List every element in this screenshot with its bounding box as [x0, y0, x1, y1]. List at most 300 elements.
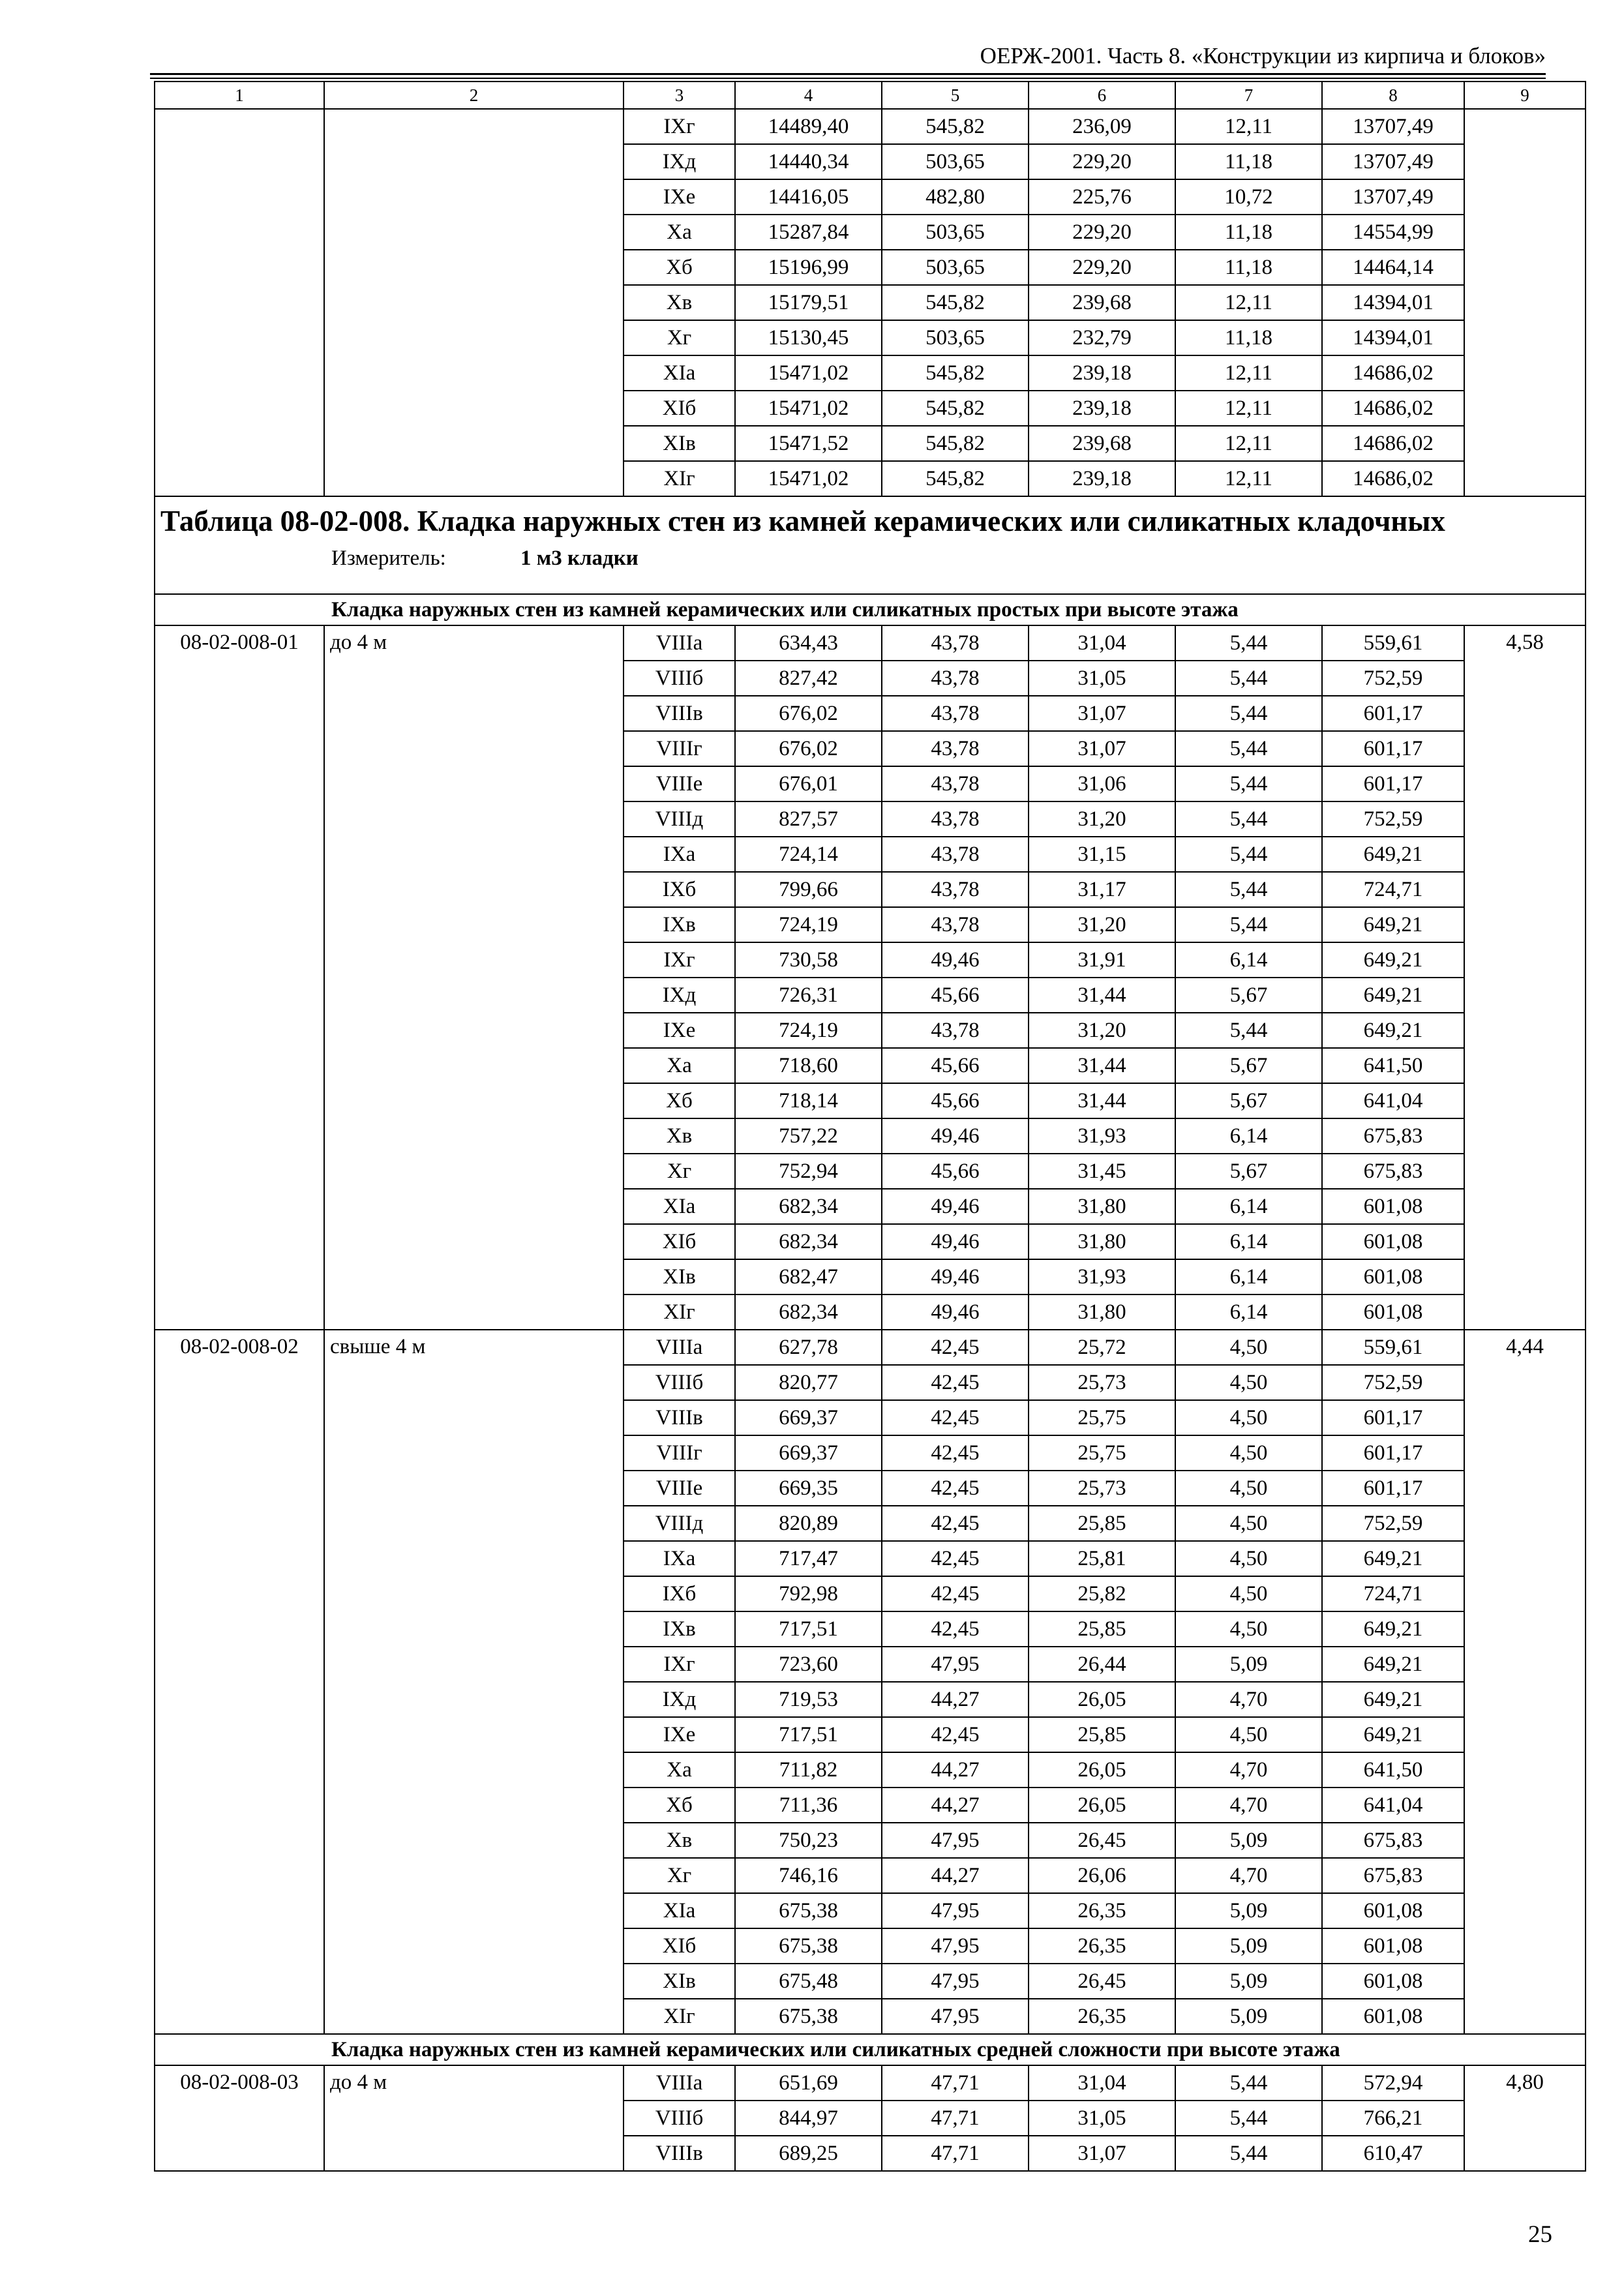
cell-col-7: 6,14: [1175, 1259, 1322, 1294]
cell-col-6: 31,44: [1029, 1083, 1175, 1118]
rate-price: 4,80: [1464, 2065, 1586, 2171]
cell-col-7: 11,18: [1175, 144, 1322, 179]
cell-col-4: 15196,99: [735, 250, 882, 285]
cell-col-7: 4,70: [1175, 1682, 1322, 1717]
cell-col-5: 49,46: [882, 1189, 1029, 1224]
cell-col-7: 5,09: [1175, 1928, 1322, 1964]
measure-value: 1 м3 кладки: [520, 546, 639, 570]
cell-col-6: 31,04: [1029, 2065, 1175, 2101]
cell-col-5: 42,45: [882, 1541, 1029, 1576]
cell-col-8: 766,21: [1322, 2101, 1464, 2136]
cell-col-4: 682,34: [735, 1294, 882, 1330]
cell-col-3: VIIIе: [624, 766, 735, 801]
cell-col-5: 47,71: [882, 2101, 1029, 2136]
cell-col-3: XIб: [624, 1928, 735, 1964]
cell-col-8: 14554,99: [1322, 215, 1464, 250]
cell-col-4: 682,34: [735, 1189, 882, 1224]
cell-col-6: 229,20: [1029, 144, 1175, 179]
cell-col-4: 15179,51: [735, 285, 882, 320]
cell-col-4: 14440,34: [735, 144, 882, 179]
cell-col-3: Xа: [624, 1752, 735, 1788]
cell-col-4: 723,60: [735, 1647, 882, 1682]
cell-col-5: 42,45: [882, 1611, 1029, 1647]
cell-col-4: 675,38: [735, 1928, 882, 1964]
cell-col-7: 6,14: [1175, 1224, 1322, 1259]
cell-col-8: 641,50: [1322, 1048, 1464, 1083]
cell-col-6: 31,80: [1029, 1189, 1175, 1224]
cell-col-4: 724,19: [735, 1013, 882, 1048]
cell-col-4: 752,94: [735, 1154, 882, 1189]
cell-col-4: 724,14: [735, 837, 882, 872]
cell-col-7: 6,14: [1175, 1189, 1322, 1224]
rate-price: 4,58: [1464, 625, 1586, 1330]
cell-col-5: 47,71: [882, 2065, 1029, 2101]
section-header: Кладка наружных стен из камней керамических или силикатных простых при высоте этажа: [331, 597, 1239, 621]
page-header: ОЕРЖ-2001. Часть 8. «Конструкции из кирпича и блоков»: [980, 43, 1546, 68]
cell-col-4: 820,89: [735, 1506, 882, 1541]
cell-col-5: 43,78: [882, 872, 1029, 907]
cell-col-3: VIIIб: [624, 661, 735, 696]
cell-col-6: 26,45: [1029, 1964, 1175, 1999]
cell-col-7: 5,44: [1175, 2101, 1322, 2136]
cell-col-7: 12,11: [1175, 285, 1322, 320]
cell-col-5: 42,45: [882, 1471, 1029, 1506]
cell-col-8: 752,59: [1322, 1506, 1464, 1541]
cell-col-6: 25,81: [1029, 1541, 1175, 1576]
cell-col-3: IXа: [624, 1541, 735, 1576]
cell-col-6: 31,17: [1029, 872, 1175, 907]
cell-col-8: 559,61: [1322, 625, 1464, 661]
cell-col-5: 43,78: [882, 907, 1029, 942]
cell-col-7: 5,44: [1175, 625, 1322, 661]
cell-col-7: 4,50: [1175, 1330, 1322, 1365]
cell-col-7: 5,44: [1175, 801, 1322, 837]
cell-col-7: 4,70: [1175, 1788, 1322, 1823]
cell-col-8: 601,17: [1322, 1471, 1464, 1506]
cell-col-8: 675,83: [1322, 1154, 1464, 1189]
cell-col-6: 25,73: [1029, 1471, 1175, 1506]
cell-col-3: IXг: [624, 1647, 735, 1682]
cell-col-3: VIIIе: [624, 1471, 735, 1506]
cell-col-5: 545,82: [882, 109, 1029, 144]
cell-col-6: 239,68: [1029, 285, 1175, 320]
cell-col-4: 675,38: [735, 1999, 882, 2034]
col-num-6: 6: [1029, 82, 1175, 109]
cell-col-3: VIIIд: [624, 1506, 735, 1541]
cell-col-4: 15130,45: [735, 320, 882, 355]
cell-col-5: 43,78: [882, 1013, 1029, 1048]
cell-col-8: 675,83: [1322, 1118, 1464, 1154]
col-num-8: 8: [1322, 82, 1464, 109]
rate-code: 08-02-008-01: [155, 625, 324, 1330]
cell-col-3: Xг: [624, 1154, 735, 1189]
cell-col-3: IXе: [624, 1717, 735, 1752]
cell-col-3: IXд: [624, 144, 735, 179]
cell-col-5: 47,95: [882, 1647, 1029, 1682]
cell-col-5: 45,66: [882, 1083, 1029, 1118]
cell-col-5: 47,95: [882, 1893, 1029, 1928]
cell-col-8: 752,59: [1322, 801, 1464, 837]
cell-col-4: 669,37: [735, 1435, 882, 1471]
cell-col-7: 4,50: [1175, 1400, 1322, 1435]
cell-col-6: 31,45: [1029, 1154, 1175, 1189]
cell-col-6: 26,44: [1029, 1647, 1175, 1682]
cell-col-7: 4,70: [1175, 1752, 1322, 1788]
cell-col-5: 42,45: [882, 1506, 1029, 1541]
cell-col-6: 26,05: [1029, 1682, 1175, 1717]
cell-col-6: 26,35: [1029, 1999, 1175, 2034]
cell-col-7: 5,44: [1175, 2065, 1322, 2101]
measure-line: [160, 545, 1580, 571]
cell-col-5: 482,80: [882, 179, 1029, 215]
cell-col-6: 31,80: [1029, 1224, 1175, 1259]
cell-col-5: 545,82: [882, 426, 1029, 461]
cell-col-4: 14416,05: [735, 179, 882, 215]
cell-col-6: 25,85: [1029, 1717, 1175, 1752]
cell-col-4: 676,02: [735, 731, 882, 766]
cell-col-8: 649,21: [1322, 942, 1464, 978]
cell-col-6: 31,80: [1029, 1294, 1175, 1330]
cell-col-4: 717,51: [735, 1611, 882, 1647]
cell-col-7: 5,09: [1175, 1647, 1322, 1682]
cell-col-8: 14686,02: [1322, 461, 1464, 496]
cell-col-5: 42,45: [882, 1435, 1029, 1471]
cell-col-8: 601,17: [1322, 696, 1464, 731]
cell-col-8: 649,21: [1322, 1013, 1464, 1048]
cell-col-4: 669,37: [735, 1400, 882, 1435]
cell-col-7: 5,44: [1175, 872, 1322, 907]
cell-col-3: VIIIв: [624, 1400, 735, 1435]
cell-col-3: VIIIб: [624, 2101, 735, 2136]
rate-price: 4,44: [1464, 1330, 1586, 2034]
cell-col-8: 601,08: [1322, 1999, 1464, 2034]
cell-col-3: Xб: [624, 250, 735, 285]
cell-col-5: 44,27: [882, 1752, 1029, 1788]
cell-col-7: 11,18: [1175, 215, 1322, 250]
cell-col-5: 545,82: [882, 461, 1029, 496]
cell-col-3: XIв: [624, 426, 735, 461]
cell-col-5: 42,45: [882, 1365, 1029, 1400]
cell-col-6: 229,20: [1029, 215, 1175, 250]
cell-col-4: 718,14: [735, 1083, 882, 1118]
rate-code: 08-02-008-02: [155, 1330, 324, 2034]
cell-col-3: Xа: [624, 215, 735, 250]
section-header-cell: [155, 594, 1586, 625]
cell-col-5: 503,65: [882, 144, 1029, 179]
cell-col-7: 5,44: [1175, 1013, 1322, 1048]
cell-col-7: 5,67: [1175, 1048, 1322, 1083]
cell-col-7: 12,11: [1175, 109, 1322, 144]
cell-col-7: 6,14: [1175, 1294, 1322, 1330]
cell-col-7: 4,50: [1175, 1471, 1322, 1506]
cell-col-7: 5,44: [1175, 907, 1322, 942]
cell-col-3: VIIIа: [624, 2065, 735, 2101]
cell-col-7: 12,11: [1175, 461, 1322, 496]
cell-col-5: 47,71: [882, 2136, 1029, 2171]
cell-col-4: 675,48: [735, 1964, 882, 1999]
cell-col-7: 6,14: [1175, 1118, 1322, 1154]
cell-col-4: 651,69: [735, 2065, 882, 2101]
cell-col-4: 634,43: [735, 625, 882, 661]
cell-col-8: 641,04: [1322, 1788, 1464, 1823]
cell-col-5: 545,82: [882, 285, 1029, 320]
cell-col-4: 820,77: [735, 1365, 882, 1400]
cell-col-6: 225,76: [1029, 179, 1175, 215]
cell-col-6: 232,79: [1029, 320, 1175, 355]
cell-col-5: 45,66: [882, 1154, 1029, 1189]
cell-col-6: 26,45: [1029, 1823, 1175, 1858]
cell-col-7: 5,44: [1175, 2136, 1322, 2171]
cell-col-6: 31,07: [1029, 2136, 1175, 2171]
cell-col-3: IXв: [624, 1611, 735, 1647]
cell-col-4: 15471,02: [735, 461, 882, 496]
cell-col-4: 719,53: [735, 1682, 882, 1717]
cell-col-3: IXд: [624, 978, 735, 1013]
cell-col-3: Xв: [624, 1118, 735, 1154]
cell-col-5: 45,66: [882, 978, 1029, 1013]
cell-col-6: 229,20: [1029, 250, 1175, 285]
cell-col-7: 12,11: [1175, 391, 1322, 426]
cell-col-4: 746,16: [735, 1858, 882, 1893]
cell-col-7: 12,11: [1175, 355, 1322, 391]
cell-col-6: 31,05: [1029, 2101, 1175, 2136]
cell-col-7: 4,50: [1175, 1365, 1322, 1400]
cell-col-8: 649,21: [1322, 1717, 1464, 1752]
cell-col-3: IXе: [624, 1013, 735, 1048]
rate-code: 08-02-008-03: [155, 2065, 324, 2171]
cell-col-8: 675,83: [1322, 1823, 1464, 1858]
cell-col-5: 44,27: [882, 1682, 1029, 1717]
cell-col-3: XIа: [624, 355, 735, 391]
cell-col-6: 25,75: [1029, 1400, 1175, 1435]
cell-col-8: 601,08: [1322, 1189, 1464, 1224]
cell-col-8: 14686,02: [1322, 391, 1464, 426]
cell-col-8: 601,08: [1322, 1259, 1464, 1294]
rate-description: до 4 м: [324, 625, 624, 1330]
cell-col-8: 13707,49: [1322, 179, 1464, 215]
cell-col-7: 5,67: [1175, 978, 1322, 1013]
col-num-9: 9: [1464, 82, 1586, 109]
cell-col-4: 15471,02: [735, 391, 882, 426]
cell-col-6: 31,91: [1029, 942, 1175, 978]
cell-col-8: 601,08: [1322, 1893, 1464, 1928]
cell-col-4: 827,42: [735, 661, 882, 696]
cell-col-5: 43,78: [882, 696, 1029, 731]
cell-col-8: 601,08: [1322, 1224, 1464, 1259]
empty-desc-cell: [324, 109, 624, 496]
cell-col-6: 25,73: [1029, 1365, 1175, 1400]
cell-col-4: 676,02: [735, 696, 882, 731]
table-row: [155, 109, 1586, 144]
cell-col-6: 239,18: [1029, 355, 1175, 391]
cell-col-6: 25,85: [1029, 1611, 1175, 1647]
rate-description: свыше 4 м: [324, 1330, 624, 2034]
col-num-1: 1: [155, 82, 324, 109]
cell-col-6: 31,04: [1029, 625, 1175, 661]
cell-col-4: 675,38: [735, 1893, 882, 1928]
cell-col-4: 711,82: [735, 1752, 882, 1788]
cell-col-5: 43,78: [882, 625, 1029, 661]
cell-col-3: IXб: [624, 1576, 735, 1611]
section-header-row: [155, 2034, 1586, 2065]
cell-col-3: Xв: [624, 285, 735, 320]
cell-col-7: 4,50: [1175, 1576, 1322, 1611]
cell-col-3: Xг: [624, 320, 735, 355]
cell-col-7: 12,11: [1175, 426, 1322, 461]
cell-col-5: 42,45: [882, 1576, 1029, 1611]
rate-description: до 4 м: [324, 2065, 624, 2171]
cell-col-8: 572,94: [1322, 2065, 1464, 2101]
cell-col-5: 503,65: [882, 320, 1029, 355]
cell-col-6: 239,18: [1029, 391, 1175, 426]
cell-col-7: 5,09: [1175, 1964, 1322, 1999]
cell-col-5: 545,82: [882, 391, 1029, 426]
cell-col-5: 49,46: [882, 942, 1029, 978]
section-header: Кладка наружных стен из камней керамических или силикатных средней сложности при высоте этажа: [331, 2037, 1340, 2061]
empty-price-cell: [1464, 109, 1586, 496]
price-table: [154, 81, 1586, 2172]
cell-col-6: 31,07: [1029, 731, 1175, 766]
col-num-3: 3: [624, 82, 735, 109]
cell-col-3: XIв: [624, 1259, 735, 1294]
cell-col-6: 26,05: [1029, 1752, 1175, 1788]
cell-col-5: 47,95: [882, 1823, 1029, 1858]
cell-col-8: 13707,49: [1322, 144, 1464, 179]
cell-col-7: 5,44: [1175, 766, 1322, 801]
cell-col-8: 610,47: [1322, 2136, 1464, 2171]
cell-col-5: 43,78: [882, 731, 1029, 766]
cell-col-8: 752,59: [1322, 661, 1464, 696]
cell-col-3: IXг: [624, 942, 735, 978]
empty-code-cell: [155, 109, 324, 496]
cell-col-6: 31,05: [1029, 661, 1175, 696]
cell-col-7: 11,18: [1175, 320, 1322, 355]
header-rule-thick: [150, 73, 1546, 75]
cell-col-6: 25,75: [1029, 1435, 1175, 1471]
cell-col-4: 15471,52: [735, 426, 882, 461]
cell-col-5: 43,78: [882, 766, 1029, 801]
cell-col-6: 239,68: [1029, 426, 1175, 461]
cell-col-7: 4,70: [1175, 1858, 1322, 1893]
cell-col-8: 601,17: [1322, 1400, 1464, 1435]
cell-col-8: 559,61: [1322, 1330, 1464, 1365]
cell-col-5: 47,95: [882, 1928, 1029, 1964]
cell-col-7: 5,44: [1175, 661, 1322, 696]
cell-col-7: 5,44: [1175, 696, 1322, 731]
cell-col-4: 15287,84: [735, 215, 882, 250]
cell-col-7: 4,50: [1175, 1717, 1322, 1752]
cell-col-8: 649,21: [1322, 1541, 1464, 1576]
cell-col-6: 31,44: [1029, 1048, 1175, 1083]
cell-col-7: 6,14: [1175, 942, 1322, 978]
cell-col-5: 43,78: [882, 837, 1029, 872]
cell-col-6: 31,20: [1029, 1013, 1175, 1048]
cell-col-3: Xб: [624, 1083, 735, 1118]
cell-col-4: 750,23: [735, 1823, 882, 1858]
header-rule-thin: [150, 78, 1546, 79]
cell-col-3: Xг: [624, 1858, 735, 1893]
cell-col-5: 42,45: [882, 1717, 1029, 1752]
cell-col-4: 726,31: [735, 978, 882, 1013]
cell-col-4: 14489,40: [735, 109, 882, 144]
cell-col-3: VIIIб: [624, 1365, 735, 1400]
cell-col-5: 49,46: [882, 1294, 1029, 1330]
cell-col-4: 730,58: [735, 942, 882, 978]
cell-col-4: 627,78: [735, 1330, 882, 1365]
cell-col-4: 792,98: [735, 1576, 882, 1611]
cell-col-7: 4,50: [1175, 1611, 1322, 1647]
cell-col-8: 14686,02: [1322, 426, 1464, 461]
table-row: [155, 625, 1586, 661]
cell-col-8: 14394,01: [1322, 320, 1464, 355]
cell-col-8: 601,08: [1322, 1964, 1464, 1999]
cell-col-8: 649,21: [1322, 907, 1464, 942]
cell-col-4: 682,34: [735, 1224, 882, 1259]
cell-col-6: 26,05: [1029, 1788, 1175, 1823]
cell-col-3: VIIIг: [624, 731, 735, 766]
cell-col-5: 42,45: [882, 1330, 1029, 1365]
cell-col-7: 5,09: [1175, 1999, 1322, 2034]
cell-col-4: 717,47: [735, 1541, 882, 1576]
cell-col-3: XIг: [624, 1999, 735, 2034]
cell-col-3: IXб: [624, 872, 735, 907]
cell-col-5: 44,27: [882, 1788, 1029, 1823]
column-number-row: [155, 82, 1586, 109]
price-table-body: [155, 82, 1586, 2171]
cell-col-4: 799,66: [735, 872, 882, 907]
col-num-2: 2: [324, 82, 624, 109]
table-title-row: [155, 496, 1586, 594]
cell-col-8: 724,71: [1322, 872, 1464, 907]
cell-col-7: 11,18: [1175, 250, 1322, 285]
cell-col-7: 5,09: [1175, 1893, 1322, 1928]
cell-col-3: IXг: [624, 109, 735, 144]
cell-col-3: IXв: [624, 907, 735, 942]
cell-col-6: 31,20: [1029, 907, 1175, 942]
cell-col-5: 43,78: [882, 661, 1029, 696]
cell-col-8: 675,83: [1322, 1858, 1464, 1893]
cell-col-6: 31,06: [1029, 766, 1175, 801]
cell-col-4: 717,51: [735, 1717, 882, 1752]
cell-col-7: 5,09: [1175, 1823, 1322, 1858]
cell-col-5: 47,95: [882, 1999, 1029, 2034]
cell-col-8: 649,21: [1322, 1682, 1464, 1717]
cell-col-8: 649,21: [1322, 1611, 1464, 1647]
cell-col-7: 5,44: [1175, 731, 1322, 766]
cell-col-7: 4,50: [1175, 1435, 1322, 1471]
cell-col-3: VIIIв: [624, 2136, 735, 2171]
cell-col-8: 14464,14: [1322, 250, 1464, 285]
cell-col-8: 14686,02: [1322, 355, 1464, 391]
table-title: Таблица 08-02-008. Кладка наружных стен из камней керамических или силикатных кладочных: [160, 505, 1445, 537]
cell-col-5: 49,46: [882, 1259, 1029, 1294]
cell-col-3: VIIIа: [624, 1330, 735, 1365]
table-row: [155, 1330, 1586, 1365]
cell-col-4: 757,22: [735, 1118, 882, 1154]
col-num-5: 5: [882, 82, 1029, 109]
cell-col-6: 25,82: [1029, 1576, 1175, 1611]
cell-col-3: IXа: [624, 837, 735, 872]
cell-col-8: 13707,49: [1322, 109, 1464, 144]
cell-col-3: VIIIд: [624, 801, 735, 837]
cell-col-3: XIг: [624, 461, 735, 496]
cell-col-5: 44,27: [882, 1858, 1029, 1893]
cell-col-6: 25,72: [1029, 1330, 1175, 1365]
cell-col-5: 49,46: [882, 1118, 1029, 1154]
cell-col-4: 724,19: [735, 907, 882, 942]
cell-col-7: 4,50: [1175, 1541, 1322, 1576]
cell-col-4: 676,01: [735, 766, 882, 801]
